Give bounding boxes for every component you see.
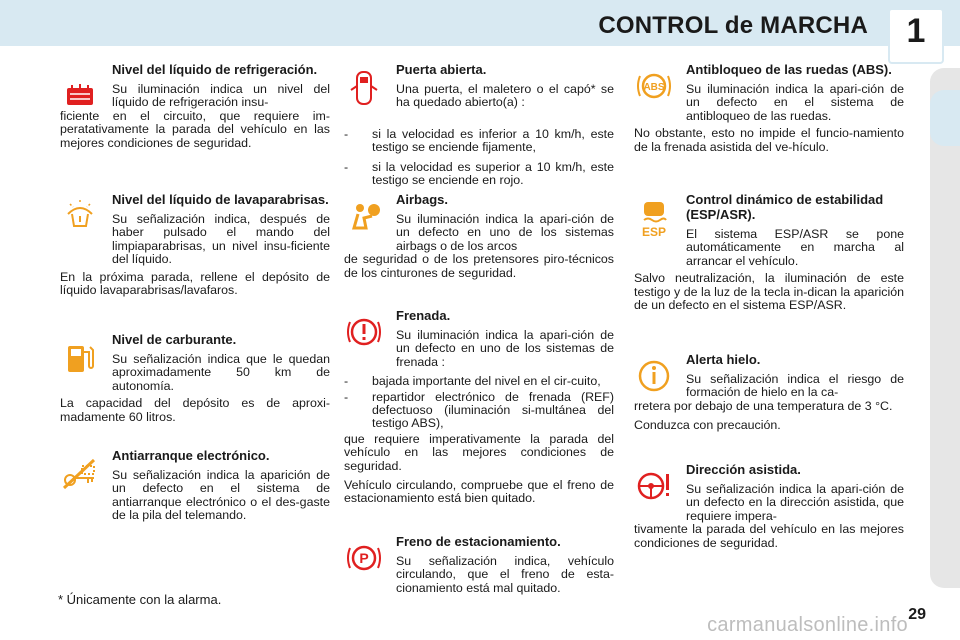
ice-title: Alerta hielo. <box>686 352 761 367</box>
door-title: Puerta abierta. <box>396 62 487 77</box>
steering-text: Su señalización indica la apari-ción de un defecto en la dirección asistida, que requiere impera- <box>686 482 904 523</box>
parking-brake-block <box>344 534 614 595</box>
brake-follow-1: que requiere imperativamente la parada del vehículo en las mejores condiciones de seguridad. <box>344 431 614 473</box>
watermark: carmanualsonline.info <box>707 614 908 636</box>
door-text: Una puerta, el maletero o el capó* se ha quedado abierto(a) : <box>396 82 614 110</box>
door-dash-1: - si la velocidad es inferior a 10 km/h, este testigo se enciende fijamente, <box>344 126 614 155</box>
airbag-title: Airbags. <box>396 192 449 207</box>
washer-text: Su señalización indica, después de haber pulsado el mando del limpiaparabrisas, un nivel insu-ficiente del líquido. <box>112 212 330 267</box>
footnote: * Únicamente con la alarma. <box>58 592 222 607</box>
ice-follow-2: Conduzca con precaución. <box>634 418 781 433</box>
esp-icon <box>634 198 674 238</box>
airbag-icon <box>344 198 384 238</box>
abs-icon <box>634 66 674 106</box>
coolant-follow: ficiente en el circuito, que requiere im-peratativamente la parada del vehículo en las mejores condiciones de seguridad. <box>60 108 330 150</box>
brake-dash-2: - repartidor electrónico de frenada (REF) defectuoso (iluminación si-multánea del testigo ABS), <box>344 389 614 431</box>
steering-title: Dirección asistida. <box>686 462 801 477</box>
abs-block <box>634 62 904 154</box>
coolant-title: Nivel del líquido de refrigeración. <box>112 62 318 77</box>
ice-block <box>634 352 904 433</box>
immobiliser-icon <box>60 454 100 494</box>
parking-brake-icon <box>344 538 384 578</box>
esp-follow: Salvo neutralización, la iluminación de este testigo y de la luz de la tecla in-dican la aparición de un defecto en el sistema ESP/ASR. <box>634 271 904 313</box>
brake-block <box>344 308 614 506</box>
parking-brake-title: Freno de estacionamiento. <box>396 534 561 549</box>
washer-follow: En la próxima parada, rellene el depósito de líquido lavaparabrisas/lavafaros. <box>60 269 330 298</box>
airbag-follow: de seguridad o de los pretensores piro-técnicos de los cinturones de seguridad. <box>344 252 614 280</box>
fuel-block <box>60 332 330 424</box>
immobiliser-text: Su señalización indica la aparición de un defecto en el sistema de antiarranque electrónico o el des-gaste de la pila del telemando. <box>112 468 330 523</box>
page-number: 29 <box>908 606 926 623</box>
door-open-icon <box>344 68 384 108</box>
coolant-block <box>60 62 330 150</box>
fuel-title: Nivel de carburante. <box>112 332 237 347</box>
immobiliser-title: Antiarranque electrónico. <box>112 448 270 463</box>
coolant-level-icon <box>60 76 100 116</box>
parking-brake-text: Su señalización indica, vehículo circulando, que el freno de esta-cionamiento está mal quitado. <box>396 554 614 595</box>
airbag-text: Su iluminación indica la apari-ción de un defecto en uno de los sistemas airbags o de los arcos <box>396 212 614 253</box>
brake-dash-1: - bajada importante del nivel en el cir-cuito, <box>344 374 601 389</box>
power-steering-icon <box>634 466 674 506</box>
fuel-text: Su señalización indica que le quedan aproximadamente 50 km de autonomía. <box>112 352 330 393</box>
washer-block <box>60 192 330 297</box>
esp-block <box>634 192 904 312</box>
brake-text: Su iluminación indica la apari-ción de un defecto en uno de los sistemas de frenada : <box>396 328 614 369</box>
page-title: CONTROL de MARCHA <box>598 12 868 39</box>
abs-title: Antibloqueo de las ruedas (ABS). <box>686 62 892 77</box>
ice-text: Su señalización indica el riesgo de formación de hielo en la ca- <box>686 372 904 400</box>
svg-text:ESP: ESP <box>641 225 667 238</box>
washer-fluid-icon <box>60 194 100 234</box>
abs-text: Su iluminación indica la apari-ción de un defecto en el sistema de antibloqueo de las ruedas. <box>686 82 904 123</box>
coolant-text: Su iluminación indica un nivel del líquido de refrigeración insu- <box>112 82 330 110</box>
door-block <box>344 62 614 187</box>
side-rail-active-tab <box>930 90 960 146</box>
fuel-follow: La capacidad del depósito es de aproxi-madamente 60 litros. <box>60 396 330 424</box>
brake-title: Frenada. <box>396 308 451 323</box>
steering-block <box>634 462 904 550</box>
brake-warning-icon <box>344 312 384 352</box>
washer-title: Nivel del líquido de lavaparabrisas. <box>112 192 329 207</box>
esp-title: Control dinámico de estabilidad (ESP/ASR). <box>686 192 884 222</box>
side-rail <box>930 68 960 588</box>
abs-follow: No obstante, esto no impide el funcio-namiento de la frenada asistida del ve-hículo. <box>634 126 904 154</box>
ice-warning-icon <box>634 356 674 396</box>
airbag-block <box>344 192 614 280</box>
svg-text:ABS: ABS <box>643 82 665 93</box>
steering-follow: tivamente la parada del vehículo en las mejores condiciones de seguridad. <box>634 522 904 550</box>
fuel-icon <box>60 338 100 378</box>
svg-text:P: P <box>359 550 369 566</box>
ice-follow-1: rretera por debajo de una temperatura de 3 °C. <box>634 398 893 413</box>
brake-follow-2: Vehículo circulando, compruebe que el freno de estacionamiento está bien quitado. <box>344 478 614 506</box>
chapter-number: 1 <box>906 12 926 50</box>
immobiliser-block <box>60 448 330 523</box>
door-dash-2: - si la velocidad es superior a 10 km/h, este testigo se enciende en rojo. <box>344 159 614 188</box>
esp-text: El sistema ESP/ASR se pone automáticamente en marcha al arrancar el vehículo. <box>686 227 904 268</box>
